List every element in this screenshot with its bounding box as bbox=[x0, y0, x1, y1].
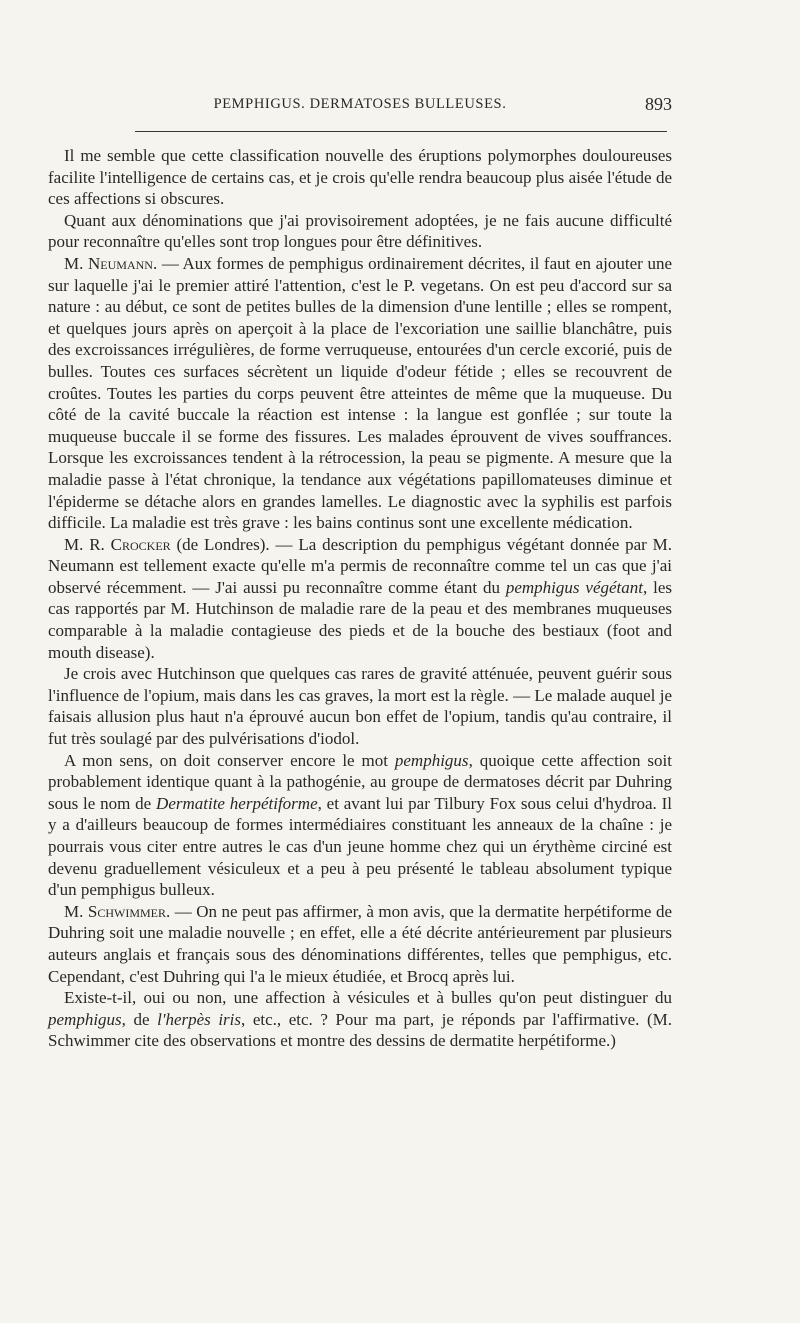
italic-term: l'herpès iris bbox=[157, 1009, 242, 1029]
header-rule bbox=[135, 131, 667, 132]
speaker-name-schwimmer: Schwimmer. bbox=[87, 901, 171, 921]
body-text bbox=[48, 145, 672, 1052]
speaker-prefix: M. R. bbox=[64, 534, 105, 554]
italic-term: Dermatite herpétiforme bbox=[156, 793, 318, 813]
paragraph-3-text: — Aux formes de pemphigus ordinairement décrites, il faut en ajouter une sur laquelle j'ai le premier attiré l'attention, c'est le P. vegetans. On est peu d'accord sur sa nature : au début, ce sont de petites bulles de la dimension d'une lentille ; elles se rompent, et quelques jours après on aperçoit à la place de l'excoriation une saillie blanchâtre, puis des excroissances irrégulières, de forme verruqueuse, entourées d'un cercle excorié, puis de bulles. Toutes ces surfaces sécrètent un liquide d'odeur fétide ; elles se recouvrent de croûtes. Toutes les parties du corps peuvent être atteintes de même que la muqueuse. Du côté de la cavité buccale la réaction est intense : la langue est gonflée ; sur toute la muqueuse buccale il se forme des fissures. Les malades éprouvent de vives souffrances. Lorsque les excroissances tendent à la rétrocession, la peau se pigmente. A mesure que la maladie passe à l'état chronique, la tendance aux végétations papillomateuses diminue et l'épiderme se détache alors en grandes lamelles. Le diagnostic avec la syphilis est parfois difficile. La maladie est très grave : les bains continus sont une excellente médication. bbox=[48, 253, 672, 533]
page-number: 893 bbox=[645, 94, 672, 114]
paragraph-7-text: — On ne peut pas affirmer, à mon avis, que la dermatite herpétiforme de Duhring soit une maladie nouvelle ; en effet, elle a été décrite antérieurement par plusieurs auteurs anglais et français sous des dénominations différentes, telles que pemphigus, etc. Cependant, c'est Duhring qui l'a le mieux étudiée, et Brocq après lui. bbox=[48, 901, 673, 986]
paragraph-4-text-b: , les cas rapportés par M. Hutchinson de maladie rare de la peau et des membranes muqueuses comparable à la maladie contagieuse des pieds et de la bouche des bestiaux (foot and mouth disease). bbox=[48, 577, 672, 662]
paragraph-1: Il me semble que cette classification nouvelle des éruptions polymorphes douloureuses facilite l'intelligence de certains cas, et je crois qu'elle rendra beaucoup plus aisée l'étude de ces affections si obscures. bbox=[48, 146, 672, 209]
paragraph-4-text-a: (de Londres). — La description du pemphigus végétant donnée par M. Neumann est tellement exacte qu'elle m'a permis de reconnaître comme tel un cas que j'ai observé récemment. — J'ai aussi pu reconnaître comme étant du bbox=[48, 534, 672, 597]
running-header bbox=[48, 96, 672, 122]
italic-term: pemphigus bbox=[48, 1009, 122, 1029]
italic-term: pemphigus végétant bbox=[505, 577, 643, 597]
paragraph-8-text-a: Existe-t-il, oui ou non, une affection à vésicules et à bulles qu'on peut distinguer du bbox=[64, 988, 672, 1008]
paragraph-8-text-c: , etc., etc. ? Pour ma part, je réponds par l'affirmative. (M. Schwimmer cite des observations et montre des dessins de dermatite herpétiforme.) bbox=[48, 1009, 672, 1051]
speaker-name-neumann: Neumann. bbox=[88, 253, 158, 273]
paragraph-8-text-b: , de bbox=[121, 1009, 158, 1029]
paragraph-6-text-c: , et avant lui par Tilbury Fox sous celui d'hydroa. Il y a d'ailleurs beaucoup de formes intermédiaires constituant les anneaux de la chaîne : je pourrais vous citer entre autres le cas d'un jeune homme chez qui un érythème circiné est devenu graduellement vésiculeux et a peu à peu présenté le tableau absolument typique d'un pemphigus bulleux. bbox=[48, 793, 672, 900]
paragraph-6-text-b: , quoique cette affection soit probablement identique quant à la pathogénie, au groupe de dermatoses décrit par Duhring sous le nom de bbox=[48, 750, 672, 813]
paragraph-6-text-a: A mon sens, on doit conserver encore le mot bbox=[64, 750, 395, 770]
paragraph-6 bbox=[48, 750, 672, 901]
running-title: PEMPHIGUS. DERMATOSES BULLEUSES. bbox=[213, 96, 507, 112]
italic-term: pemphigus bbox=[394, 750, 469, 770]
paragraph-7 bbox=[48, 901, 672, 987]
paragraph-4 bbox=[48, 534, 672, 664]
paragraph-3 bbox=[48, 253, 672, 534]
paragraph-5: Je crois avec Hutchinson que quelques cas rares de gravité atténuée, peuvent guérir sous l'influence de l'opium, mais dans les cas graves, la mort est la règle. — Le malade auquel je faisais allusion plus haut n'a éprouvé aucun bon effet de l'opium, tandis qu'au contraire, il fut très soulagé par des pulvérisations d'iodol. bbox=[48, 664, 672, 749]
speaker-prefix: M. bbox=[64, 901, 84, 921]
paragraph-8 bbox=[48, 987, 672, 1052]
speaker-name-crocker: Crocker bbox=[110, 534, 171, 554]
speaker-prefix: M. bbox=[64, 253, 84, 273]
paragraph-2: Quant aux dénominations que j'ai provisoirement adoptées, je ne fais aucune difficulté pour reconnaître qu'elles sont trop longues pour être définitives. bbox=[48, 210, 672, 252]
